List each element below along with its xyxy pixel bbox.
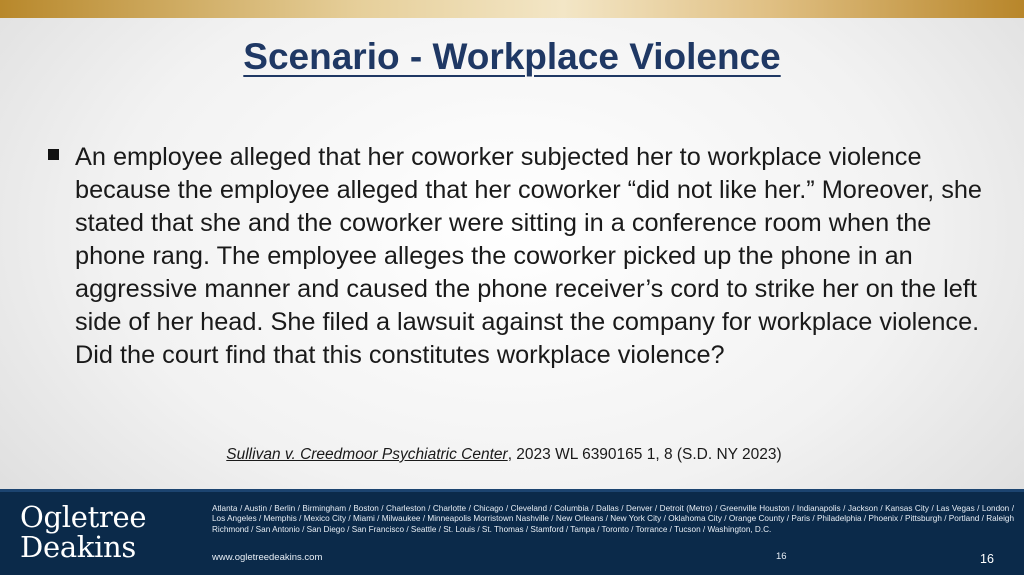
logo-line-2: Deakins [20,530,137,564]
slide-page-number: 16 [980,552,994,566]
website-url: www.ogletreedeakins.com [212,552,323,563]
square-bullet-icon [48,149,59,160]
case-citation [0,446,1008,464]
footer-bar [0,489,1024,575]
citation-case-name: Sullivan v. Creedmoor Psychiatric Center [226,446,508,463]
footer-small-page-number: 16 [776,551,787,562]
top-gold-bar [0,0,1024,18]
slide-title: Scenario - Workplace Violence [243,36,781,77]
office-locations: Atlanta / Austin / Berlin / Birmingham / Boston / Charleston / Charlotte / Chicago / Cleveland / Columbia / Dallas / Denver / Detroit (Metro) / Greenville Houston / Indianapolis / Jackson / Kansas City / Las Vegas / London / Los Angeles / Memphis / Mexico City / Miami / Milwaukee / Minneapolis Morristown Nashville / New Orleans / New York City / Oklahoma City / Orange County / Paris / Philadelphia / Phoenix / Pittsburgh / Portland / Raleigh Richmond / San Antonio / San Diego / San Francisco / Seattle / St. Louis / St. Thomas / Stamford / Tampa / Toronto / Torrance / Tucson / Washington, D.C. [212,504,1014,534]
citation-reference: , 2023 WL 6390165 1, 8 (S.D. NY 2023) [507,446,782,463]
ogletree-deakins-logo [20,502,146,562]
bullet-text: An employee alleged that her coworker subjected her to workplace violence because the employee alleged that her coworker “did not like her.” Moreover, she stated that she and the coworker were sitting in a conference room when the phone rang. The employee alleges the coworker picked up the phone in an aggressive manner and caused the phone receiver’s cord to strike her on the left side of her head. She filed a lawsuit against the company for workplace violence. Did the court find that this constitutes workplace violence? [75,143,982,369]
logo-line-1: Ogletree [20,500,147,534]
bullet-item [44,141,994,372]
